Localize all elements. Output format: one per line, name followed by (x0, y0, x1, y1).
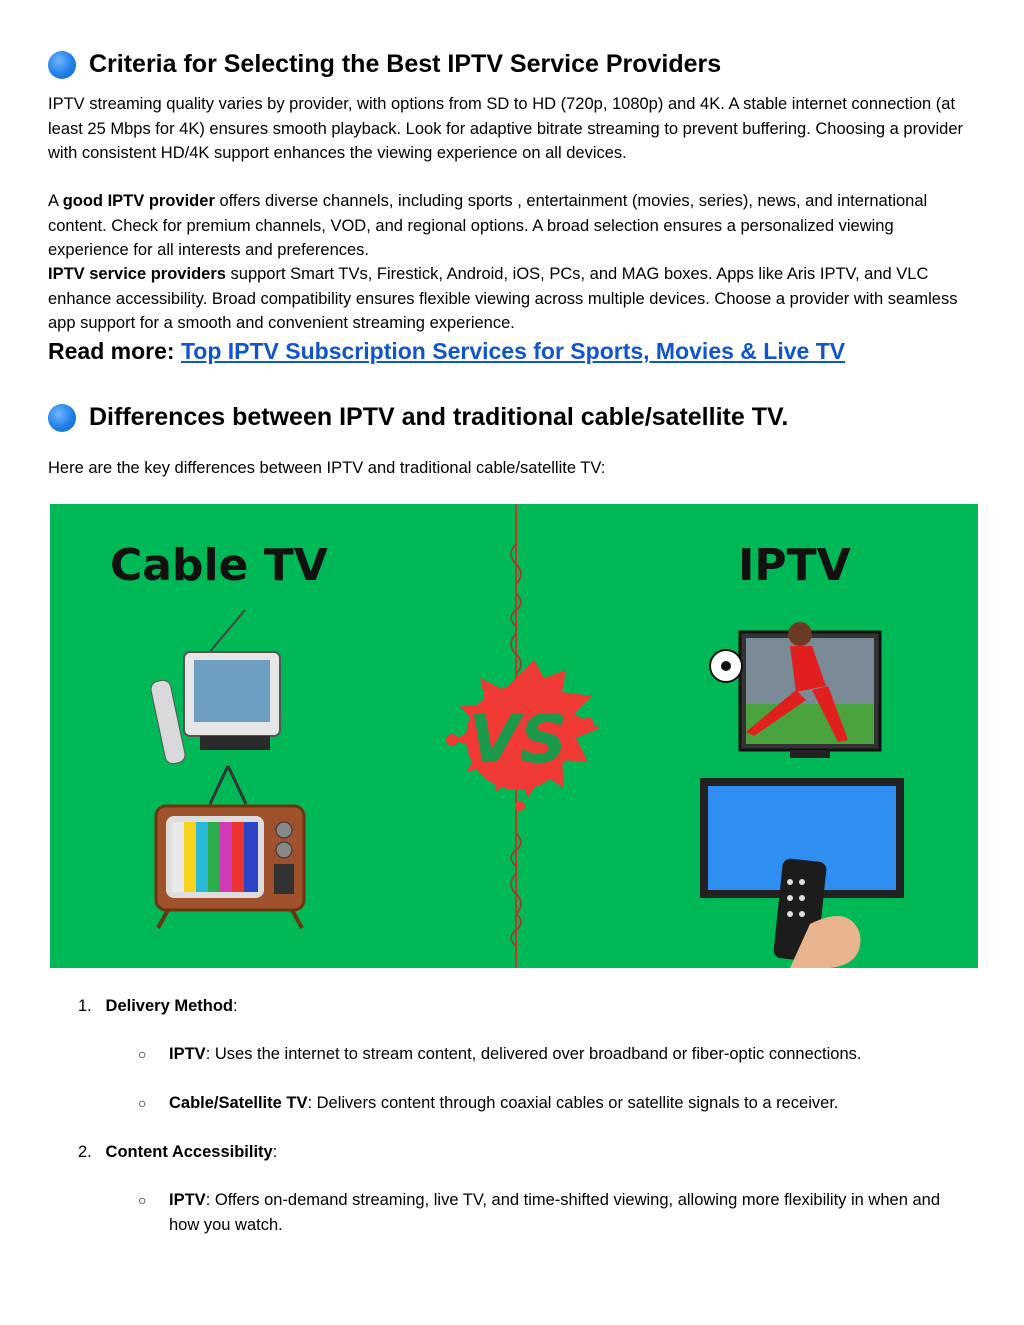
read-more-link[interactable]: Top IPTV Subscription Services for Sports, Movies & Live TV (180, 338, 846, 364)
blue-circle-icon (48, 404, 76, 432)
sub-item-text: : Offers on-demand streaming, live TV, and time-shifted viewing, allowing more flexibility in when and how you watch. (169, 1191, 940, 1234)
sub-item-text: : Delivers content through coaxial cables or satellite signals to a receiver. (307, 1094, 839, 1112)
hollow-bullet-icon: ○ (138, 1095, 147, 1111)
section-heading-criteria (48, 50, 721, 79)
hollow-bullet-icon: ○ (138, 1192, 147, 1208)
sub-list-item (138, 1042, 958, 1067)
section-title: Criteria for Selecting the Best IPTV Service Providers (89, 50, 722, 78)
sub-item-term: IPTV (169, 1045, 206, 1063)
sub-list-item (138, 1091, 958, 1116)
paragraph-device-support (48, 262, 978, 336)
bold-phrase: IPTV service providers (48, 265, 226, 283)
paragraph-text: support Smart TVs, Firestick, Android, iOS, PCs, and MAG boxes. Apps like Aris IPTV, and VLC enhance accessibility. Broad compatibility ensures flexible viewing across multiple devices. Choose a provider with seamless app support for a smooth and convenient streaming experience. (48, 265, 958, 332)
sub-item-text: : Uses the internet to stream content, delivered over broadband or fiber-optic connections. (205, 1045, 862, 1063)
sub-item-term: IPTV (169, 1191, 206, 1209)
bold-phrase: good IPTV provider (62, 192, 215, 210)
sub-item-term: Cable/Satellite TV (169, 1094, 308, 1112)
read-more-label: Read more: (48, 338, 181, 364)
list-number: 2. (78, 1143, 92, 1161)
list-item-suffix: : (272, 1143, 278, 1161)
sub-list-item (138, 1188, 958, 1237)
list-number: 1. (78, 997, 92, 1015)
paragraph-streaming-quality: IPTV streaming quality varies by provider, with options from SD to HD (720p, 1080p) and 4K. A stable internet connection (at least 25 Mbps for 4K) ensures smooth playback. Look for adaptive bitrate streaming to prevent buffering. Choosing a provider with consistent HD/4K support enhances the viewing experience on all devices. (48, 95, 964, 162)
list-item-title: Content Accessibility (105, 1143, 273, 1161)
cable-vs-iptv-image (50, 504, 978, 968)
section-intro: Here are the key differences between IPTV and traditional cable/satellite TV: (48, 459, 606, 477)
hollow-bullet-icon: ○ (138, 1046, 147, 1062)
iptv-title: IPTV (738, 540, 851, 591)
paragraph-channel-variety (48, 189, 978, 263)
blue-circle-icon (48, 51, 76, 79)
list-item-title: Delivery Method (105, 997, 233, 1015)
section-heading-differences (48, 403, 788, 432)
read-more-line (48, 338, 845, 365)
section-title: Differences between IPTV and traditional cable/satellite TV. (89, 403, 789, 431)
list-item (78, 1140, 277, 1164)
paragraph-prefix: A (48, 192, 63, 210)
paragraph-text: offers diverse channels, including sports , entertainment (movies, series), news, and international content. Check for premium channels, VOD, and regional options. A broad selection ensures a personalized viewing experience for all interests and preferences. (48, 192, 928, 259)
list-item-suffix: : (232, 997, 238, 1015)
vs-label: VS (468, 701, 568, 778)
list-item (78, 994, 238, 1018)
cable-tv-title: Cable TV (110, 540, 328, 591)
